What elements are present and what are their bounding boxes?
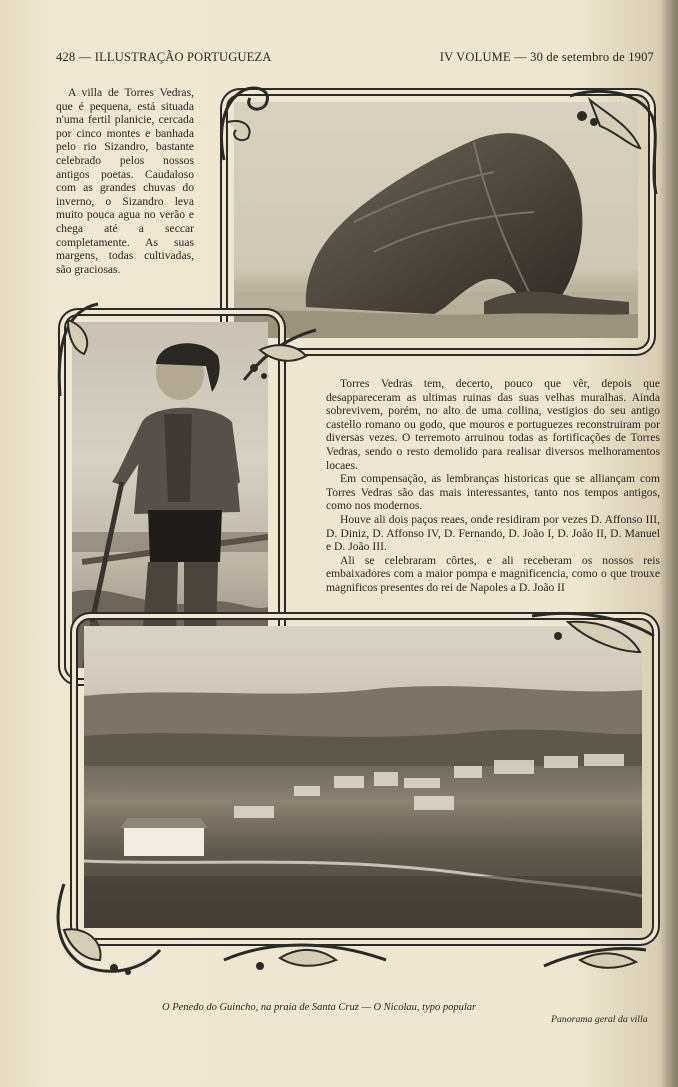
ornament-top-right — [560, 86, 660, 196]
paragraph-3: Houve ali dois paços reaes, onde residiram por vezes D. Affonso III, D. Diniz, D. Affonso IV, D. Fernando, D. João I, D. João II, D. Manuel e D. João III. — [326, 512, 660, 554]
ornament-bottom-left — [44, 880, 164, 980]
ornament-panorama-right — [528, 606, 658, 676]
ornament-mid-right — [240, 320, 320, 390]
paragraph-2: Em compensação, as lembranças historicas que se alliançam com Torres Vedras são das mais interessantes, tanto nos tempos antigos, como nos modernos. — [326, 472, 660, 513]
right-text-column — [326, 377, 660, 595]
panorama-caption: Panorama geral da villa — [551, 1014, 648, 1025]
page-header — [56, 50, 654, 68]
header-right: IV VOLUME — 30 de setembro de 1907 — [439, 50, 654, 64]
header-left: 428 — ILLUSTRAÇÃO PORTUGUEZA — [56, 50, 272, 64]
ornament-mid-left — [48, 300, 108, 400]
ornament-top-left — [214, 82, 274, 162]
paragraph-1: Torres Vedras tem, decerto, pouco que vêr, depois que desappareceram as ultimas ruinas das suas velhas muralhas. Ainda sobrevivem, porém, no alto de uma collina, vestigios do seu antigo castello romano ou godo, que mouros e portuguezes reconstruiram por diversas vezes. O terremoto arruinou todas as fortificações de Torres Vedras, sendo o resto demolido para realisar diversos melhoramentos locaes. — [326, 377, 660, 472]
paragraph-4: Ali se celebraram côrtes, e ali receberam os nossos reis embaixadores com a maior pompa e magnificencia, como o que trouxe magnificos presentes do rei de Napoles a D. João II — [326, 553, 660, 594]
left-text-column: A villa de Torres Vedras, que é pequena, está situada n'uma fertil planicie, cercada por cinco montes e banhada pelo rio Sizandro, bastante celebrado pelos nossos antigos poetas. Caudaloso com as grandes chuvas do inverno, o Sizandro leva muito pouca agua no verão e chega até a seccar completamente. As suas margens, todas cultivadas, são graciosas. — [56, 86, 194, 276]
ornament-bottom-right — [540, 930, 650, 980]
main-caption: O Penedo do Guincho, na praia de Santa Cruz — O Nicolau, typo popular — [162, 1002, 477, 1013]
page-edge-shadow — [660, 0, 678, 1087]
ornament-bottom-center — [220, 930, 390, 980]
